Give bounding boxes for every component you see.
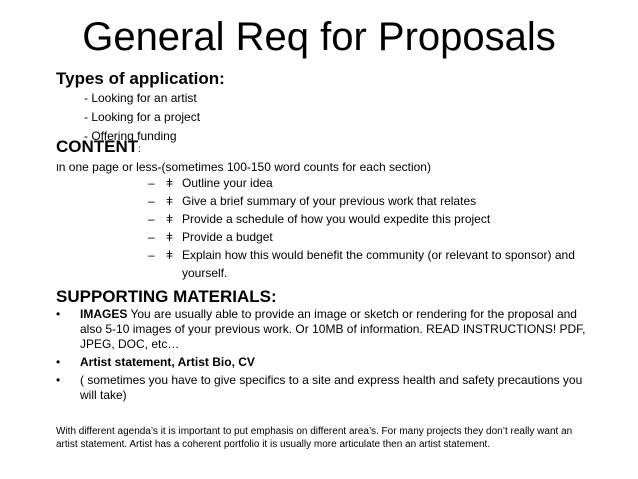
- dash-icon: –: [148, 194, 155, 208]
- supporting-item-text: [80, 373, 590, 403]
- supporting-item-body: ( sometimes you have to give specifics to a site and express health and safety precautions you will take): [80, 373, 583, 402]
- bullet-mark-icon: ǂ: [166, 176, 174, 190]
- supporting-heading: SUPPORTING MATERIALS:: [56, 287, 277, 306]
- supporting-item: [56, 373, 590, 403]
- content-item-text: Provide a budget: [182, 230, 273, 244]
- bullet-mark-icon: ǂ: [166, 230, 174, 244]
- content-heading: [56, 137, 141, 160]
- dash-icon: –: [148, 230, 155, 244]
- content-heading-text: CONTENT: [56, 137, 139, 156]
- supporting-item-lead: Artist statement, Artist Bio, CV: [80, 355, 255, 369]
- content-item-text: Outline your idea: [182, 176, 273, 190]
- content-heading-colon: :: [138, 144, 141, 155]
- types-item: - Offering funding: [84, 129, 177, 143]
- supporting-item-text: [80, 355, 590, 370]
- content-list: [148, 174, 582, 282]
- content-item-text: Provide a schedule of how you would expedite this project: [182, 212, 491, 226]
- supporting-item: [56, 355, 590, 370]
- content-item-text: Explain how this would benefit the community (or relevant to sponsor) and yourself.: [182, 248, 575, 280]
- supporting-item: [56, 307, 590, 352]
- footer-note: With different agenda’s it is important to put emphasis on different area’s. For many projects they don’t really want an artist statement. Artist has a coherent portfolio it is usually more articulate then an artist statement.: [56, 426, 573, 450]
- content-item-text: Give a brief summary of your previous work that relates: [182, 194, 477, 208]
- types-item: - Looking for a project: [84, 110, 201, 124]
- bullet-icon: •: [56, 355, 61, 369]
- dash-icon: –: [148, 176, 155, 190]
- bullet-mark-icon: ǂ: [166, 248, 174, 262]
- slide-title: General Req for Proposals: [82, 15, 556, 59]
- content-item: [148, 246, 582, 282]
- dash-icon: –: [148, 212, 155, 226]
- content-intro-cap: I: [56, 163, 59, 174]
- supporting-item-body: You are usually able to provide an image or sketch or rendering for the proposal and also 5-10 images of your previous work. Or 10MB of information. READ INSTRUCTIONS! PDF, JPEG, DOC, etc…: [80, 307, 586, 351]
- content-item: [148, 228, 582, 246]
- types-heading: Types of application:: [56, 69, 225, 88]
- types-item: - Looking for an artist: [84, 91, 197, 105]
- bullet-mark-icon: ǂ: [166, 194, 174, 208]
- supporting-item-text: [80, 307, 590, 352]
- content-item: [148, 192, 582, 210]
- supporting-list: [56, 307, 590, 406]
- supporting-item-lead: IMAGES: [80, 307, 128, 321]
- bullet-icon: •: [56, 307, 61, 321]
- bullet-icon: •: [56, 373, 61, 387]
- bullet-mark-icon: ǂ: [166, 212, 174, 226]
- content-item: [148, 210, 582, 228]
- content-item: [148, 174, 582, 192]
- content-intro-text: n one page or less-(sometimes 100-150 word counts for each section): [58, 160, 431, 174]
- dash-icon: –: [148, 248, 155, 262]
